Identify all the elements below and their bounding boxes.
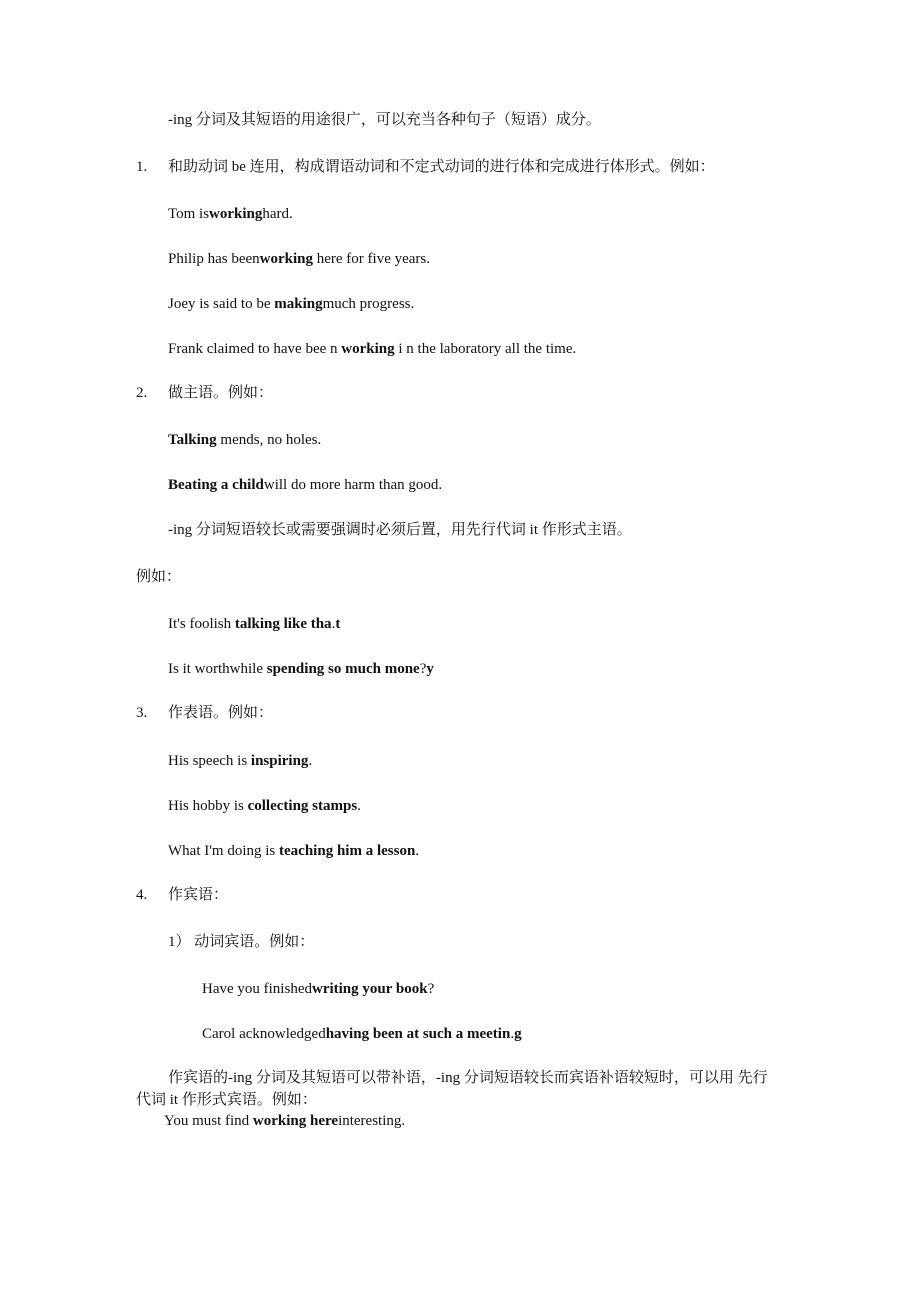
example-sentence: Talking mends, no holes.	[168, 432, 322, 448]
section-3-heading: 作表语。例如：	[168, 705, 274, 721]
example-sentence: His hobby is collecting stamps.	[168, 798, 361, 814]
intro-text: -ing 分词及其短语的用途很广，可以充当各种句子（短语）成分。	[168, 112, 601, 128]
example-sentence: Joey is said to be makingmuch progress.	[168, 296, 415, 312]
section-2-heading: 做主语。例如：	[168, 385, 274, 401]
section-2-note-continued: 例如：	[136, 569, 182, 585]
example-sentence: It's foolish talking like tha.t	[168, 616, 341, 632]
section-4-heading: 作宾语：	[168, 887, 229, 903]
example-sentence: His speech is inspiring.	[168, 753, 313, 769]
section-2-note: -ing 分词短语较长或需要强调时必须后置，用先行代词 it 作形式主语。	[168, 522, 632, 538]
section-2-number: 2.	[136, 385, 148, 401]
example-sentence: Carol acknowledgedhaving been at such a meetin.g	[202, 1026, 522, 1042]
example-sentence: You must find working hereinteresting.	[164, 1113, 406, 1129]
example-sentence: Tom isworkinghard.	[168, 206, 293, 222]
example-sentence: Have you finishedwriting your book?	[202, 981, 435, 997]
example-sentence: Frank claimed to have bee n working i n the laboratory all the time.	[168, 341, 577, 357]
section-4-number: 4.	[136, 887, 148, 903]
section-3-number: 3.	[136, 705, 148, 721]
example-sentence: What I'm doing is teaching him a lesson.	[168, 843, 420, 859]
example-sentence: Beating a childwill do more harm than good.	[168, 477, 443, 493]
section-1-number: 1.	[136, 159, 148, 175]
example-sentence: Is it worthwhile spending so much mone?y	[168, 661, 434, 677]
example-sentence: Philip has beenworking here for five years.	[168, 251, 431, 267]
section-1-heading: 和助动词 be 连用，构成谓语动词和不定式动词的进行体和完成进行体形式。例如：	[168, 159, 715, 175]
subsection-1-heading: 1） 动词宾语。例如：	[168, 934, 315, 950]
section-4-note: 作宾语的-ing 分词及其短语可以带补语，-ing 分词短语较长而宾语补语较短时，可以用 先行代词 it 作形式宾语。例如：	[136, 1070, 768, 1108]
